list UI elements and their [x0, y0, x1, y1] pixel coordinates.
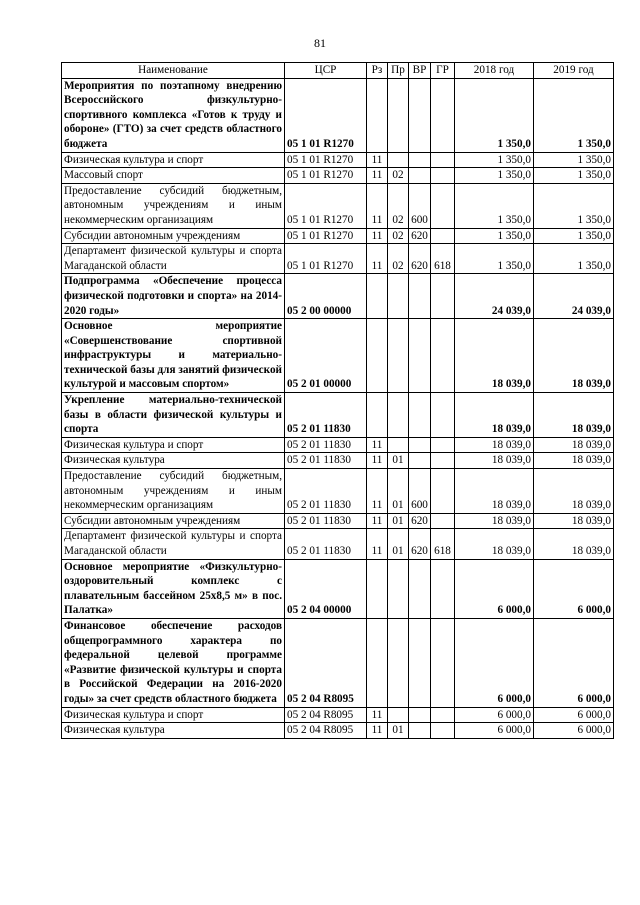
row-gr — [431, 228, 455, 244]
table-row — [62, 707, 614, 723]
row-pr: 01 — [388, 469, 409, 514]
row-2019: 1 350,0 — [534, 152, 614, 168]
table-row — [62, 152, 614, 168]
row-2019: 18 039,0 — [534, 453, 614, 469]
row-name: Департамент физической культуры и спорта Магаданской области — [62, 244, 285, 274]
row-2018: 6 000,0 — [455, 559, 534, 618]
row-name: Физическая культура — [62, 453, 285, 469]
row-rz — [367, 618, 388, 707]
header-gr: ГР — [431, 63, 455, 79]
table-row — [62, 559, 614, 618]
table-row — [62, 228, 614, 244]
row-2019: 6 000,0 — [534, 618, 614, 707]
row-2019: 18 039,0 — [534, 513, 614, 529]
table-row — [62, 393, 614, 438]
row-name: Финансовое обеспечение расходов общепрограммного характера по федеральной целевой программе «Развитие физической культуры и спорта в Российской Федерации на 2016-2020 годы» за счет средств областного бюджета — [62, 618, 285, 707]
header-2019: 2019 год — [534, 63, 614, 79]
row-name: Подпрограмма «Обеспечение процесса физической подготовки и спорта» на 2014-2020 годы» — [62, 274, 285, 319]
row-name: Мероприятия по поэтапному внедрению Всероссийского физкультурно-спортивного комплекса «Готов к труду и обороне» (ГТО) за счет средств областного бюджета — [62, 78, 285, 152]
row-rz — [367, 319, 388, 393]
row-pr — [388, 393, 409, 438]
row-2018: 18 039,0 — [455, 469, 534, 514]
budget-table — [61, 62, 614, 739]
row-csr: 05 2 01 11830 — [285, 469, 367, 514]
row-2018: 1 350,0 — [455, 152, 534, 168]
row-rz: 11 — [367, 228, 388, 244]
row-vr — [409, 393, 431, 438]
row-gr — [431, 152, 455, 168]
table-row — [62, 453, 614, 469]
row-gr: 618 — [431, 244, 455, 274]
table-row — [62, 78, 614, 152]
row-gr — [431, 469, 455, 514]
table-row — [62, 274, 614, 319]
row-rz: 11 — [367, 469, 388, 514]
row-rz: 11 — [367, 707, 388, 723]
row-vr: 600 — [409, 183, 431, 228]
row-name: Основное мероприятие «Совершенствование спортивной инфраструктуры и материально-технической базы для занятий физической культурой и массовым спортом» — [62, 319, 285, 393]
row-2018: 1 350,0 — [455, 244, 534, 274]
row-pr — [388, 274, 409, 319]
row-2018: 1 350,0 — [455, 168, 534, 184]
row-pr — [388, 152, 409, 168]
row-rz: 11 — [367, 437, 388, 453]
row-2019: 18 039,0 — [534, 437, 614, 453]
row-csr: 05 2 00 00000 — [285, 274, 367, 319]
row-vr — [409, 437, 431, 453]
row-vr — [409, 168, 431, 184]
row-name: Физическая культура и спорт — [62, 437, 285, 453]
row-pr: 02 — [388, 244, 409, 274]
row-csr: 05 1 01 R1270 — [285, 78, 367, 152]
row-gr — [431, 453, 455, 469]
header-csr: ЦСР — [285, 63, 367, 79]
table-header-row — [62, 63, 614, 79]
row-rz: 11 — [367, 453, 388, 469]
row-2019: 24 039,0 — [534, 274, 614, 319]
row-gr — [431, 618, 455, 707]
row-csr: 05 2 01 11830 — [285, 529, 367, 559]
row-gr — [431, 78, 455, 152]
row-2019: 1 350,0 — [534, 78, 614, 152]
row-rz — [367, 393, 388, 438]
row-pr: 02 — [388, 228, 409, 244]
row-vr — [409, 78, 431, 152]
row-csr: 05 2 01 11830 — [285, 513, 367, 529]
row-csr: 05 2 04 R8095 — [285, 723, 367, 739]
row-2018: 6 000,0 — [455, 707, 534, 723]
page-number: 81 — [314, 36, 326, 50]
row-2019: 6 000,0 — [534, 559, 614, 618]
row-vr — [409, 274, 431, 319]
row-name: Массовый спорт — [62, 168, 285, 184]
row-rz — [367, 274, 388, 319]
row-2019: 18 039,0 — [534, 529, 614, 559]
row-rz: 11 — [367, 152, 388, 168]
row-csr: 05 2 04 R8095 — [285, 707, 367, 723]
row-rz: 11 — [367, 244, 388, 274]
row-name: Укрепление материально-технической базы в области физической культуры и спорта — [62, 393, 285, 438]
row-rz: 11 — [367, 513, 388, 529]
row-pr: 02 — [388, 168, 409, 184]
row-pr: 01 — [388, 453, 409, 469]
header-2018: 2018 год — [455, 63, 534, 79]
row-2019: 6 000,0 — [534, 707, 614, 723]
row-2018: 18 039,0 — [455, 437, 534, 453]
row-name: Субсидии автономным учреждениям — [62, 228, 285, 244]
table-row — [62, 469, 614, 514]
row-2019: 18 039,0 — [534, 319, 614, 393]
row-vr — [409, 152, 431, 168]
row-name: Основное мероприятие «Физкультурно-оздоровительный комплекс с плавательным бассейном 25х8,5 м» в пос. Палатка» — [62, 559, 285, 618]
row-gr — [431, 168, 455, 184]
row-csr: 05 2 04 R8095 — [285, 618, 367, 707]
row-rz: 11 — [367, 723, 388, 739]
row-csr: 05 2 01 11830 — [285, 437, 367, 453]
table-row — [62, 244, 614, 274]
row-csr: 05 1 01 R1270 — [285, 244, 367, 274]
row-csr: 05 2 01 11830 — [285, 393, 367, 438]
row-vr — [409, 618, 431, 707]
row-rz: 11 — [367, 183, 388, 228]
table-row — [62, 437, 614, 453]
header-name: Наименование — [62, 63, 285, 79]
row-rz — [367, 78, 388, 152]
row-2019: 18 039,0 — [534, 469, 614, 514]
row-pr: 01 — [388, 723, 409, 739]
row-pr — [388, 618, 409, 707]
header-rz: Рз — [367, 63, 388, 79]
row-2018: 18 039,0 — [455, 319, 534, 393]
row-csr: 05 2 01 11830 — [285, 453, 367, 469]
row-2018: 1 350,0 — [455, 78, 534, 152]
row-csr: 05 1 01 R1270 — [285, 228, 367, 244]
row-name: Предоставление субсидий бюджетным, автономным учреждениям и иным некоммерческим организациям — [62, 469, 285, 514]
row-2019: 1 350,0 — [534, 228, 614, 244]
row-name: Физическая культура — [62, 723, 285, 739]
row-vr — [409, 559, 431, 618]
row-2019: 18 039,0 — [534, 393, 614, 438]
table-row — [62, 183, 614, 228]
row-vr — [409, 723, 431, 739]
row-pr — [388, 559, 409, 618]
row-gr — [431, 183, 455, 228]
row-name: Субсидии автономным учреждениям — [62, 513, 285, 529]
row-vr — [409, 319, 431, 393]
row-rz: 11 — [367, 168, 388, 184]
row-gr — [431, 437, 455, 453]
row-pr: 02 — [388, 183, 409, 228]
row-gr: 618 — [431, 529, 455, 559]
table-row — [62, 168, 614, 184]
row-2018: 6 000,0 — [455, 618, 534, 707]
row-vr — [409, 453, 431, 469]
row-2018: 1 350,0 — [455, 183, 534, 228]
row-gr — [431, 393, 455, 438]
row-csr: 05 1 01 R1270 — [285, 152, 367, 168]
row-csr: 05 2 04 00000 — [285, 559, 367, 618]
row-name: Предоставление субсидий бюджетным, автономным учреждениям и иным некоммерческим организациям — [62, 183, 285, 228]
row-vr: 620 — [409, 228, 431, 244]
header-vr: ВР — [409, 63, 431, 79]
row-pr: 01 — [388, 513, 409, 529]
row-2018: 1 350,0 — [455, 228, 534, 244]
row-2018: 18 039,0 — [455, 513, 534, 529]
row-gr — [431, 319, 455, 393]
row-pr — [388, 437, 409, 453]
table-row — [62, 723, 614, 739]
row-vr: 600 — [409, 469, 431, 514]
row-rz — [367, 559, 388, 618]
row-vr: 620 — [409, 244, 431, 274]
row-2019: 1 350,0 — [534, 183, 614, 228]
row-vr — [409, 707, 431, 723]
row-csr: 05 2 01 00000 — [285, 319, 367, 393]
row-2019: 6 000,0 — [534, 723, 614, 739]
row-gr — [431, 274, 455, 319]
table-row — [62, 529, 614, 559]
table-row — [62, 618, 614, 707]
row-name: Департамент физической культуры и спорта Магаданской области — [62, 529, 285, 559]
row-2018: 18 039,0 — [455, 529, 534, 559]
row-2018: 6 000,0 — [455, 723, 534, 739]
row-2018: 24 039,0 — [455, 274, 534, 319]
row-vr: 620 — [409, 529, 431, 559]
row-2019: 1 350,0 — [534, 244, 614, 274]
row-name: Физическая культура и спорт — [62, 707, 285, 723]
row-rz: 11 — [367, 529, 388, 559]
table-row — [62, 319, 614, 393]
row-2018: 18 039,0 — [455, 453, 534, 469]
table-row — [62, 513, 614, 529]
row-csr: 05 1 01 R1270 — [285, 183, 367, 228]
row-pr: 01 — [388, 529, 409, 559]
row-gr — [431, 707, 455, 723]
row-gr — [431, 559, 455, 618]
row-csr: 05 1 01 R1270 — [285, 168, 367, 184]
row-gr — [431, 723, 455, 739]
row-2019: 1 350,0 — [534, 168, 614, 184]
row-name: Физическая культура и спорт — [62, 152, 285, 168]
row-vr: 620 — [409, 513, 431, 529]
row-gr — [431, 513, 455, 529]
row-pr — [388, 319, 409, 393]
row-2018: 18 039,0 — [455, 393, 534, 438]
header-pr: Пр — [388, 63, 409, 79]
row-pr — [388, 78, 409, 152]
row-pr — [388, 707, 409, 723]
